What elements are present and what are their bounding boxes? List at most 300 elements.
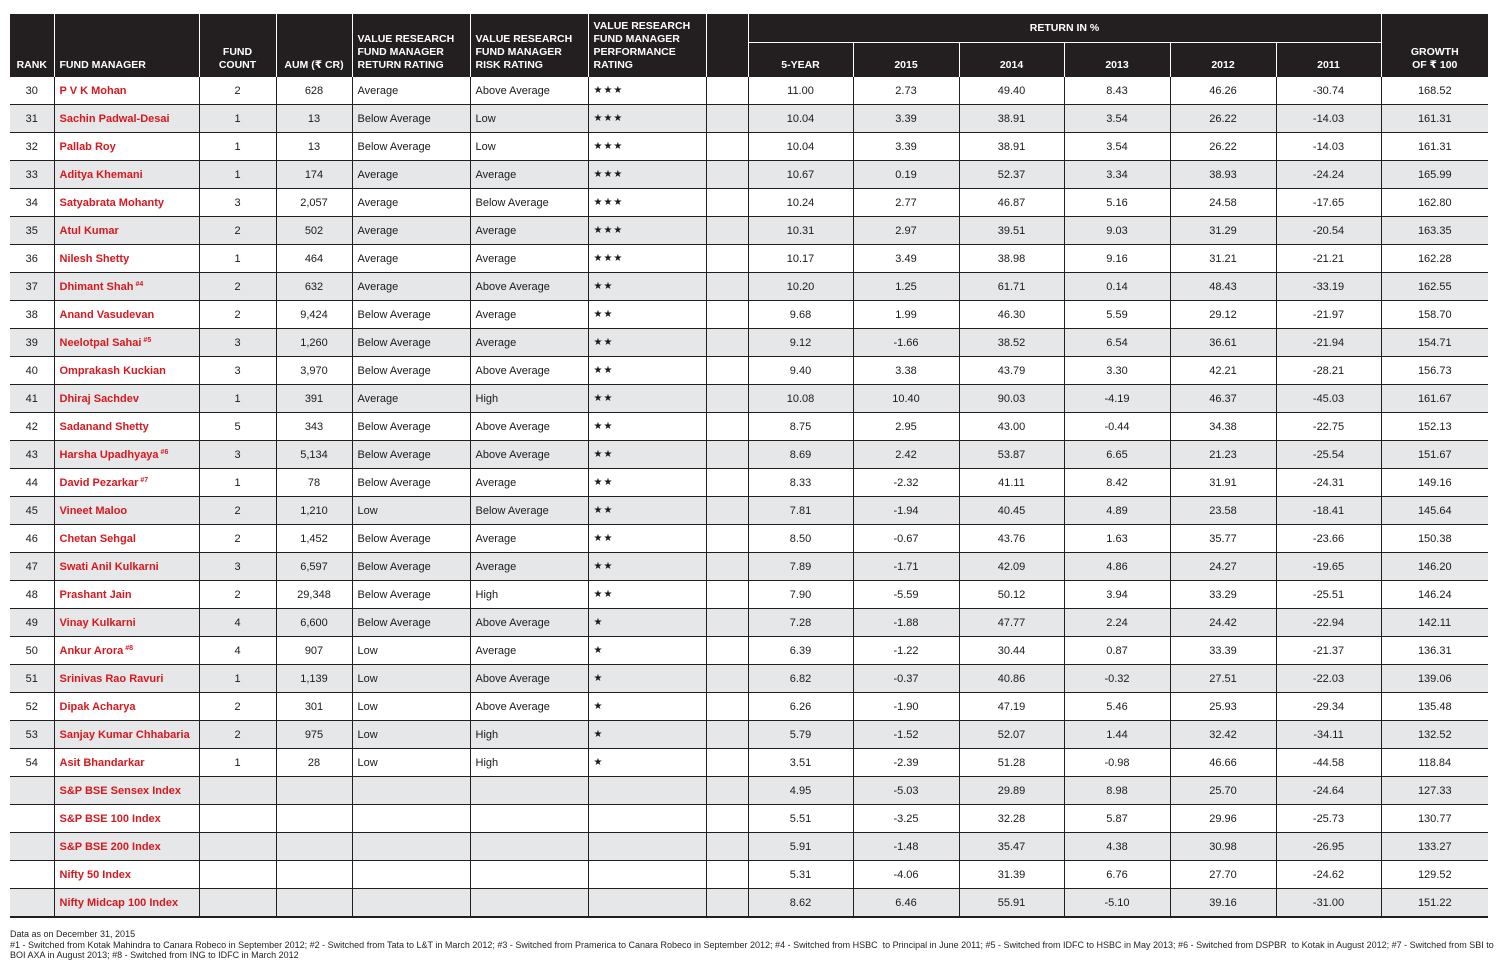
cell-spacer (706, 469, 748, 497)
cell-2015: 1.25 (853, 273, 959, 301)
cell-performance-rating: ★★★ (588, 133, 706, 161)
cell-2013: 4.89 (1064, 497, 1170, 525)
cell-aum: 464 (276, 245, 352, 273)
fund-manager-name: Nilesh Shetty (59, 252, 130, 265)
cell-2014: 40.45 (959, 497, 1064, 525)
cell-return-rating: Below Average (352, 413, 470, 441)
cell-2012: 29.96 (1170, 805, 1276, 833)
fund-manager-name: Vinay Kulkarni (59, 616, 136, 629)
cell-risk-rating (470, 777, 588, 805)
cell-2014: 55.91 (959, 889, 1064, 918)
cell-rank: 37 (10, 273, 54, 301)
cell-performance-rating: ★★ (588, 553, 706, 581)
cell-2014: 39.51 (959, 217, 1064, 245)
cell-5-year: 4.95 (748, 777, 853, 805)
cell-performance-rating: ★★ (588, 497, 706, 525)
cell-fund-manager (54, 161, 199, 189)
cell-aum: 5,134 (276, 441, 352, 469)
cell-spacer (706, 385, 748, 413)
cell-2014: 46.87 (959, 189, 1064, 217)
cell-fund-count: 2 (199, 217, 276, 245)
cell-fund-count (199, 861, 276, 889)
cell-aum: 2,057 (276, 189, 352, 217)
cell-5-year: 8.62 (748, 889, 853, 918)
cell-5-year: 10.67 (748, 161, 853, 189)
cell-2011: -22.03 (1276, 665, 1381, 693)
cell-2013: 3.94 (1064, 581, 1170, 609)
cell-2011: -31.00 (1276, 889, 1381, 918)
cell-fund-count: 2 (199, 77, 276, 105)
cell-2013: 8.98 (1064, 777, 1170, 805)
table-row (10, 441, 1488, 469)
cell-2013: 8.43 (1064, 77, 1170, 105)
cell-2013: 1.44 (1064, 721, 1170, 749)
cell-2011: -21.97 (1276, 301, 1381, 329)
cell-2012: 30.98 (1170, 833, 1276, 861)
cell-fund-count (199, 833, 276, 861)
cell-fund-manager (54, 301, 199, 329)
cell-2012: 24.42 (1170, 609, 1276, 637)
cell-2013: -4.19 (1064, 385, 1170, 413)
cell-2011: -24.31 (1276, 469, 1381, 497)
cell-2012: 32.42 (1170, 721, 1276, 749)
cell-growth: 168.52 (1381, 77, 1488, 105)
fund-manager-table-container (10, 14, 1488, 918)
header-fund-manager: FUND MANAGER (54, 14, 199, 77)
cell-fund-count: 2 (199, 301, 276, 329)
cell-fund-count: 1 (199, 161, 276, 189)
fund-manager-name: Dipak Acharya (59, 700, 136, 713)
cell-spacer (706, 553, 748, 581)
cell-2011: -14.03 (1276, 133, 1381, 161)
cell-spacer (706, 749, 748, 777)
cell-spacer (706, 889, 748, 918)
cell-fund-count: 1 (199, 133, 276, 161)
cell-return-rating (352, 889, 470, 918)
footnote-notes: #1 - Switched from Kotak Mahindra to Canara Robeco in September 2012; #2 - Switched from Tata to L&T in March 2012; #3 - Switched from Pramerica to Canara Robeco in September 2012; #4 - Switched from HSBC to Principal in June 2011; #5 - Switched from IDFC to HSBC in May 2013; #6 - Switched from DSPBR to Kotak in August 2012; #7 - Switched from SBI to BOI AXA in August 2013; #8 - Switched from ING to IDFC in March 2012 (10, 939, 1494, 960)
cell-5-year: 10.17 (748, 245, 853, 273)
cell-fund-manager (54, 77, 199, 105)
cell-rank: 39 (10, 329, 54, 357)
cell-return-rating (352, 833, 470, 861)
cell-2014: 42.09 (959, 553, 1064, 581)
cell-spacer (706, 329, 748, 357)
cell-fund-manager (54, 749, 199, 777)
cell-2014: 51.28 (959, 749, 1064, 777)
cell-performance-rating: ★★ (588, 581, 706, 609)
cell-growth: 165.99 (1381, 161, 1488, 189)
cell-2014: 31.39 (959, 861, 1064, 889)
cell-performance-rating: ★★ (588, 301, 706, 329)
cell-5-year: 10.20 (748, 273, 853, 301)
cell-return-rating: Average (352, 189, 470, 217)
cell-2015: -1.71 (853, 553, 959, 581)
fund-manager-name: Vineet Maloo (59, 504, 128, 517)
cell-2012: 26.22 (1170, 105, 1276, 133)
cell-performance-rating: ★ (588, 665, 706, 693)
header-return-group: RETURN IN % (748, 14, 1381, 43)
cell-2013: 6.54 (1064, 329, 1170, 357)
cell-risk-rating (470, 805, 588, 833)
cell-2013: 3.30 (1064, 357, 1170, 385)
cell-5-year: 9.12 (748, 329, 853, 357)
cell-fund-count (199, 777, 276, 805)
cell-risk-rating: Below Average (470, 189, 588, 217)
table-row (10, 553, 1488, 581)
cell-2012: 34.38 (1170, 413, 1276, 441)
cell-2015: 10.40 (853, 385, 959, 413)
fund-manager-name: Srinivas Rao Ravuri (59, 672, 164, 685)
cell-return-rating: Average (352, 245, 470, 273)
cell-2015: -1.22 (853, 637, 959, 665)
fund-manager-name: Harsha Upadhyaya (59, 448, 159, 461)
cell-performance-rating: ★★ (588, 469, 706, 497)
cell-5-year: 5.31 (748, 861, 853, 889)
fund-manager-name: Dhimant Shah (59, 280, 134, 293)
table-row (10, 357, 1488, 385)
table-row (10, 329, 1488, 357)
cell-aum (276, 889, 352, 918)
cell-return-rating (352, 777, 470, 805)
cell-spacer (706, 777, 748, 805)
cell-2013: 1.63 (1064, 525, 1170, 553)
cell-spacer (706, 581, 748, 609)
table-row (10, 525, 1488, 553)
cell-2011: -21.21 (1276, 245, 1381, 273)
cell-2012: 23.58 (1170, 497, 1276, 525)
cell-2015: -0.67 (853, 525, 959, 553)
cell-growth: 163.35 (1381, 217, 1488, 245)
cell-growth: 151.67 (1381, 441, 1488, 469)
cell-growth: 161.31 (1381, 133, 1488, 161)
cell-2015: 2.73 (853, 77, 959, 105)
fund-manager-name: Aditya Khemani (59, 168, 143, 181)
cell-2011: -24.24 (1276, 161, 1381, 189)
cell-fund-count: 2 (199, 525, 276, 553)
cell-2013: 3.54 (1064, 105, 1170, 133)
cell-risk-rating: Average (470, 301, 588, 329)
cell-2015: 2.97 (853, 217, 959, 245)
cell-rank (10, 805, 54, 833)
cell-fund-manager (54, 777, 199, 805)
table-row (10, 273, 1488, 301)
cell-rank: 32 (10, 133, 54, 161)
cell-fund-manager (54, 189, 199, 217)
cell-2011: -29.34 (1276, 693, 1381, 721)
cell-risk-rating: Above Average (470, 693, 588, 721)
cell-return-rating (352, 805, 470, 833)
cell-performance-rating (588, 889, 706, 918)
cell-fund-manager (54, 217, 199, 245)
cell-rank (10, 861, 54, 889)
cell-aum: 29,348 (276, 581, 352, 609)
table-row (10, 777, 1488, 805)
cell-2014: 43.76 (959, 525, 1064, 553)
cell-2011: -30.74 (1276, 77, 1381, 105)
cell-spacer (706, 665, 748, 693)
table-row (10, 161, 1488, 189)
cell-performance-rating: ★★ (588, 329, 706, 357)
fund-manager-name: Dhiraj Sachdev (59, 392, 139, 405)
cell-spacer (706, 609, 748, 637)
cell-2015: -1.48 (853, 833, 959, 861)
cell-rank: 41 (10, 385, 54, 413)
cell-fund-count: 2 (199, 721, 276, 749)
cell-2015: -5.03 (853, 777, 959, 805)
cell-performance-rating: ★★ (588, 273, 706, 301)
cell-spacer (706, 637, 748, 665)
cell-2015: 1.99 (853, 301, 959, 329)
header-rank: RANK (10, 14, 54, 77)
cell-performance-rating: ★★ (588, 385, 706, 413)
footnote-marker: #7 (140, 476, 149, 484)
cell-return-rating: Average (352, 161, 470, 189)
cell-fund-manager (54, 497, 199, 525)
fund-manager-name: Nifty 50 Index (59, 868, 132, 881)
cell-return-rating: Low (352, 497, 470, 525)
cell-5-year: 9.40 (748, 357, 853, 385)
cell-rank: 42 (10, 413, 54, 441)
table-row (10, 637, 1488, 665)
cell-risk-rating: Below Average (470, 497, 588, 525)
cell-2012: 46.26 (1170, 77, 1276, 105)
cell-2014: 50.12 (959, 581, 1064, 609)
header-2014: 2014 (959, 43, 1064, 78)
cell-5-year: 6.39 (748, 637, 853, 665)
fund-manager-name: Satyabrata Mohanty (59, 196, 165, 209)
cell-spacer (706, 721, 748, 749)
cell-performance-rating: ★★★ (588, 245, 706, 273)
cell-2014: 38.52 (959, 329, 1064, 357)
table-row (10, 861, 1488, 889)
header-2011: 2011 (1276, 43, 1381, 78)
cell-performance-rating: ★★★ (588, 105, 706, 133)
cell-2012: 33.29 (1170, 581, 1276, 609)
cell-2013: 0.87 (1064, 637, 1170, 665)
cell-aum: 301 (276, 693, 352, 721)
cell-2015: -1.52 (853, 721, 959, 749)
cell-risk-rating: Above Average (470, 441, 588, 469)
cell-aum: 9,424 (276, 301, 352, 329)
cell-fund-count: 1 (199, 665, 276, 693)
cell-2012: 42.21 (1170, 357, 1276, 385)
cell-growth: 162.55 (1381, 273, 1488, 301)
cell-growth: 149.16 (1381, 469, 1488, 497)
cell-2014: 52.37 (959, 161, 1064, 189)
fund-manager-name: S&P BSE 100 Index (59, 812, 161, 825)
cell-fund-count: 3 (199, 357, 276, 385)
fund-manager-rankings-table (10, 14, 1488, 918)
cell-2012: 25.93 (1170, 693, 1276, 721)
cell-fund-count: 4 (199, 637, 276, 665)
cell-rank: 46 (10, 525, 54, 553)
cell-rank (10, 889, 54, 918)
header-risk-rating: VALUE RESEARCH FUND MANAGER RISK RATING (470, 14, 588, 77)
cell-fund-count: 2 (199, 581, 276, 609)
cell-aum: 343 (276, 413, 352, 441)
cell-2014: 41.11 (959, 469, 1064, 497)
cell-return-rating: Low (352, 665, 470, 693)
cell-aum: 6,600 (276, 609, 352, 637)
cell-risk-rating (470, 889, 588, 918)
footnote-marker: #8 (125, 644, 134, 652)
cell-2015: -5.59 (853, 581, 959, 609)
cell-performance-rating (588, 861, 706, 889)
cell-performance-rating: ★ (588, 693, 706, 721)
cell-2011: -44.58 (1276, 749, 1381, 777)
header-fund-count: FUND COUNT (199, 14, 276, 77)
cell-aum (276, 861, 352, 889)
cell-2013: 8.42 (1064, 469, 1170, 497)
cell-growth: 142.11 (1381, 609, 1488, 637)
cell-risk-rating: Low (470, 105, 588, 133)
cell-spacer (706, 693, 748, 721)
cell-growth: 139.06 (1381, 665, 1488, 693)
fund-manager-name: Prashant Jain (59, 588, 132, 601)
cell-fund-manager (54, 609, 199, 637)
cell-2011: -45.03 (1276, 385, 1381, 413)
cell-2012: 27.70 (1170, 861, 1276, 889)
cell-fund-manager (54, 665, 199, 693)
cell-return-rating: Low (352, 749, 470, 777)
cell-2012: 39.16 (1170, 889, 1276, 918)
cell-growth: 150.38 (1381, 525, 1488, 553)
cell-aum: 975 (276, 721, 352, 749)
cell-aum (276, 777, 352, 805)
cell-performance-rating (588, 777, 706, 805)
table-row (10, 833, 1488, 861)
cell-risk-rating: High (470, 581, 588, 609)
cell-aum: 174 (276, 161, 352, 189)
cell-performance-rating: ★★ (588, 413, 706, 441)
fund-manager-name: David Pezarkar (59, 476, 139, 489)
cell-2011: -20.54 (1276, 217, 1381, 245)
fund-manager-name: Anand Vasudevan (59, 308, 155, 321)
cell-2011: -23.66 (1276, 525, 1381, 553)
cell-aum: 632 (276, 273, 352, 301)
table-row (10, 217, 1488, 245)
fund-manager-name: S&P BSE 200 Index (59, 840, 161, 853)
cell-aum: 28 (276, 749, 352, 777)
cell-aum: 1,260 (276, 329, 352, 357)
cell-2013: 3.54 (1064, 133, 1170, 161)
cell-growth: 152.13 (1381, 413, 1488, 441)
cell-growth: 145.64 (1381, 497, 1488, 525)
cell-5-year: 9.68 (748, 301, 853, 329)
cell-return-rating: Low (352, 637, 470, 665)
cell-2012: 46.66 (1170, 749, 1276, 777)
cell-risk-rating: Above Average (470, 609, 588, 637)
cell-2011: -26.95 (1276, 833, 1381, 861)
header-growth: GROWTH OF ₹ 100 (1381, 14, 1488, 77)
cell-spacer (706, 105, 748, 133)
cell-rank: 38 (10, 301, 54, 329)
cell-risk-rating: Above Average (470, 357, 588, 385)
cell-fund-count: 5 (199, 413, 276, 441)
cell-2015: -1.88 (853, 609, 959, 637)
cell-5-year: 7.81 (748, 497, 853, 525)
cell-spacer (706, 833, 748, 861)
cell-rank: 33 (10, 161, 54, 189)
cell-5-year: 11.00 (748, 77, 853, 105)
cell-rank: 36 (10, 245, 54, 273)
cell-risk-rating: Average (470, 553, 588, 581)
cell-spacer (706, 217, 748, 245)
cell-performance-rating: ★ (588, 609, 706, 637)
cell-rank: 49 (10, 609, 54, 637)
cell-2013: 5.87 (1064, 805, 1170, 833)
header-5-year: 5-YEAR (748, 43, 853, 78)
cell-5-year: 5.51 (748, 805, 853, 833)
cell-2012: 31.29 (1170, 217, 1276, 245)
table-row (10, 133, 1488, 161)
cell-2015: 3.39 (853, 105, 959, 133)
cell-return-rating: Below Average (352, 357, 470, 385)
cell-spacer (706, 441, 748, 469)
cell-fund-manager (54, 133, 199, 161)
cell-2015: -2.39 (853, 749, 959, 777)
cell-2014: 52.07 (959, 721, 1064, 749)
cell-2015: -4.06 (853, 861, 959, 889)
cell-aum: 1,139 (276, 665, 352, 693)
cell-fund-count: 4 (199, 609, 276, 637)
table-row (10, 77, 1488, 105)
cell-growth: 130.77 (1381, 805, 1488, 833)
cell-aum: 13 (276, 105, 352, 133)
cell-5-year: 5.91 (748, 833, 853, 861)
cell-performance-rating: ★★★ (588, 77, 706, 105)
table-row (10, 469, 1488, 497)
cell-2012: 46.37 (1170, 385, 1276, 413)
cell-5-year: 3.51 (748, 749, 853, 777)
cell-growth: 151.22 (1381, 889, 1488, 918)
cell-growth: 127.33 (1381, 777, 1488, 805)
cell-spacer (706, 161, 748, 189)
cell-growth: 129.52 (1381, 861, 1488, 889)
footnotes (10, 929, 1500, 961)
cell-2014: 38.91 (959, 133, 1064, 161)
cell-aum: 13 (276, 133, 352, 161)
cell-risk-rating: High (470, 385, 588, 413)
cell-return-rating (352, 861, 470, 889)
cell-fund-count (199, 889, 276, 918)
fund-manager-name: Sachin Padwal-Desai (59, 112, 170, 125)
footnote-marker: #5 (143, 336, 152, 344)
cell-return-rating: Below Average (352, 301, 470, 329)
cell-2012: 24.58 (1170, 189, 1276, 217)
cell-fund-manager (54, 329, 199, 357)
fund-manager-name: Nifty Midcap 100 Index (59, 896, 179, 909)
cell-2013: 5.46 (1064, 693, 1170, 721)
cell-2011: -18.41 (1276, 497, 1381, 525)
cell-2013: 6.65 (1064, 441, 1170, 469)
cell-2011: -21.94 (1276, 329, 1381, 357)
table-row (10, 889, 1488, 918)
header-spacer (706, 14, 748, 77)
cell-2015: -1.94 (853, 497, 959, 525)
cell-2013: 4.38 (1064, 833, 1170, 861)
cell-2011: -22.94 (1276, 609, 1381, 637)
cell-2014: 47.77 (959, 609, 1064, 637)
header-return-rating: VALUE RESEARCH FUND MANAGER RETURN RATING (352, 14, 470, 77)
cell-aum: 907 (276, 637, 352, 665)
cell-spacer (706, 861, 748, 889)
table-row (10, 665, 1488, 693)
cell-aum: 1,210 (276, 497, 352, 525)
cell-fund-manager (54, 413, 199, 441)
fund-manager-name: Sanjay Kumar Chhabaria (59, 728, 190, 741)
cell-fund-count (199, 805, 276, 833)
